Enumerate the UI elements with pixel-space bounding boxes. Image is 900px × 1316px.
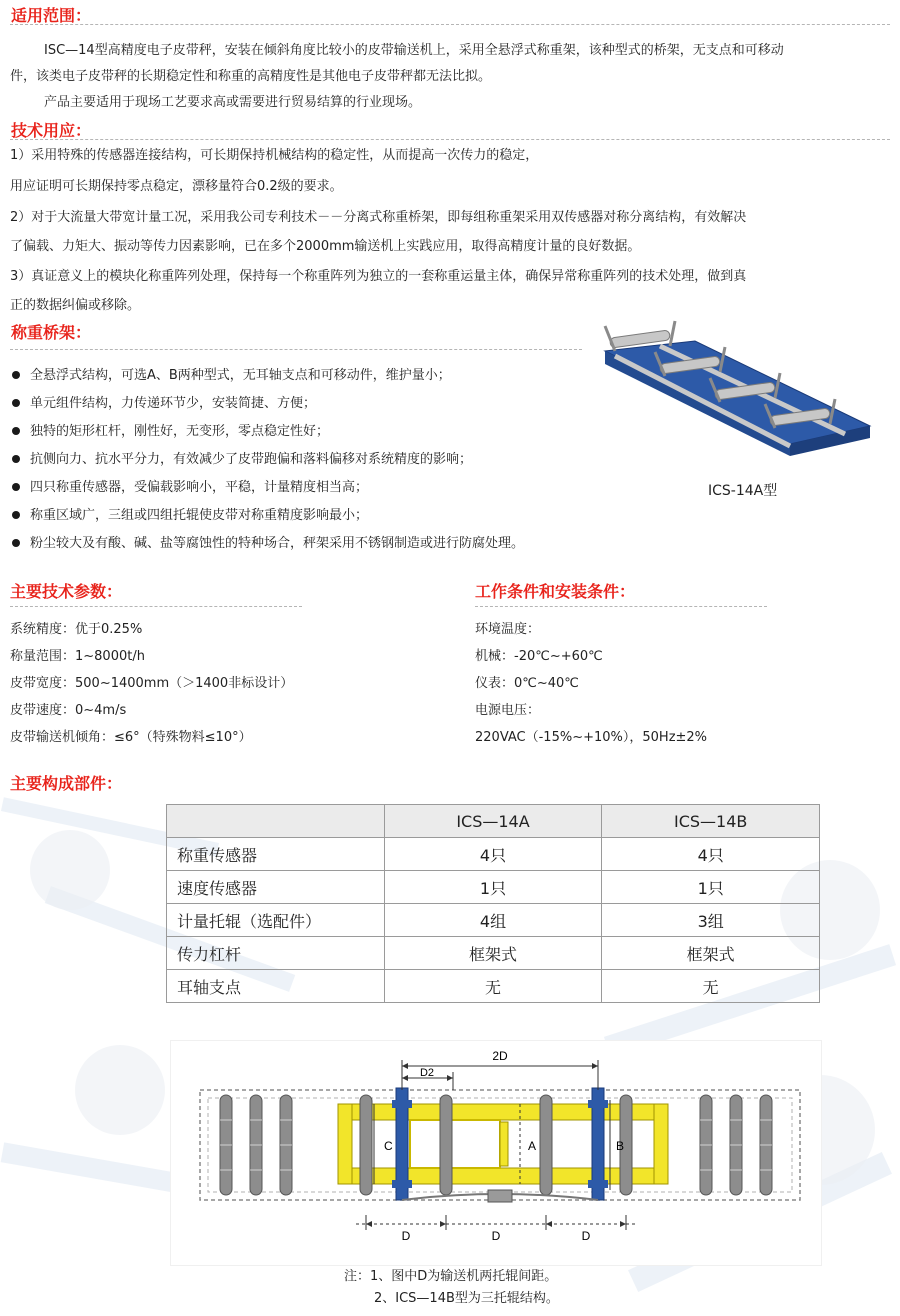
dimension-label-d: D — [401, 1229, 411, 1243]
table-cell: 称重传感器 — [167, 838, 385, 871]
tech-line-3: 2）对于大流量大带宽计量工况，采用我公司专利技术－－分离式称重桥架，即每组称重架采用双传感器对称分离结构，有效解决 — [10, 210, 747, 225]
table-cell: 速度传感器 — [167, 871, 385, 904]
illustration-caption: ICS-14A型 — [708, 483, 778, 499]
divider — [10, 139, 890, 140]
scope-paragraph — [10, 38, 900, 116]
divider — [475, 606, 767, 607]
list-item: 仪表：0℃~40℃ — [475, 676, 579, 691]
scope-line-3: 产品主要适用于现场工艺要求高或需要进行贸易结算的行业现场。 — [44, 95, 422, 110]
dimension-label-d: D — [581, 1229, 591, 1243]
list-item: 皮带输送机倾角：≤6°（特殊物料≤10°） — [10, 730, 252, 745]
table-cell: 4只 — [384, 838, 602, 871]
section-components-title: 主要构成部件： — [10, 774, 123, 793]
tech-line-6: 正的数据纠偏或移除。 — [10, 298, 141, 313]
table-cell: 无 — [602, 970, 820, 1003]
table-cell: 4只 — [602, 838, 820, 871]
scope-line-2: 件，该类电子皮带秤的长期稳定性和称重的高精度性是其他电子皮带秤都无法比拟。 — [10, 69, 492, 84]
table-row — [167, 871, 820, 904]
list-item: 系统精度：优于0.25% — [10, 622, 143, 637]
bullet-icon — [12, 511, 20, 519]
tech-line-5: 3）真证意义上的模块化称重阵列处理，保持每一个称重阵列为独立的一套称重运量主体，确保异常称重阵列的技术处理，做到真 — [10, 269, 747, 284]
section-scope-title: 适用范围： — [11, 6, 92, 25]
section-tech-title: 技术用应： — [11, 121, 92, 140]
dimension-label-a: A — [528, 1139, 537, 1153]
frame-feature-list — [12, 362, 524, 558]
table-row — [167, 970, 820, 1003]
diagram-note-2: 2、ICS—14B型为三托辊结构。 — [374, 1291, 559, 1306]
diagram-note-1: 注：1、图中D为输送机两托辊间距。 — [344, 1269, 558, 1284]
table-row — [167, 838, 820, 871]
list-item: 皮带速度：0~4m/s — [10, 703, 127, 718]
table-cell: 4组 — [384, 904, 602, 937]
section-params-title: 主要技术参数： — [10, 582, 123, 601]
tech-line-2: 用应证明可长期保持零点稳定，漂移量符合0.2级的要求。 — [10, 179, 343, 194]
params-list — [10, 616, 293, 751]
list-item: 独特的矩形杠杆，刚性好，无变形，零点稳定性好； — [12, 418, 524, 446]
weigh-frame-illustration — [590, 316, 890, 476]
list-item: 机械：-20℃~+60℃ — [475, 649, 603, 664]
table-header-cell: ICS—14A — [384, 805, 602, 838]
scope-line-1: ISC—14型高精度电子皮带秤，安装在倾斜角度比较小的皮带输送机上，采用全悬浮式称重架，该种型式的桥架，无支点和可移动 — [44, 43, 784, 58]
table-header-row — [167, 805, 820, 838]
table-cell: 无 — [384, 970, 602, 1003]
table-cell: 传力杠杆 — [167, 937, 385, 970]
divider — [10, 606, 302, 607]
divider — [10, 24, 890, 25]
bullet-icon — [12, 539, 20, 547]
table-row — [167, 904, 820, 937]
table-cell: 框架式 — [602, 937, 820, 970]
bullet-icon — [12, 371, 20, 379]
list-item: 称量范围：1~8000t/h — [10, 649, 145, 664]
list-item: 皮带宽度：500~1400mm（＞1400非标设计） — [10, 676, 294, 691]
layout-diagram — [170, 1040, 820, 1264]
section-conditions-title: 工作条件和安装条件： — [475, 582, 636, 601]
dimension-label-2d: 2D — [492, 1049, 508, 1063]
table-cell: 3组 — [602, 904, 820, 937]
list-item: 电源电压： — [475, 703, 541, 718]
bullet-icon — [12, 427, 20, 435]
list-item: 粉尘较大及有酸、碱、盐等腐蚀性的特种场合，秤架采用不锈钢制造或进行防腐处理。 — [12, 530, 524, 558]
list-item: 220VAC（-15%~+10%），50Hz±2% — [475, 730, 708, 745]
bullet-icon — [12, 455, 20, 463]
tech-line-4: 了偏载、力矩大、振动等传力因素影响，已在多个2000mm输送机上实践应用，取得高精度计量的良好数据。 — [10, 239, 641, 254]
table-cell: 耳轴支点 — [167, 970, 385, 1003]
list-item: 环境温度： — [475, 622, 541, 637]
table-header-cell — [167, 805, 385, 838]
bullet-icon — [12, 399, 20, 407]
list-item: 单元组件结构，力传递环节少，安装简捷、方便； — [12, 390, 524, 418]
list-item: 抗侧向力、抗水平分力，有效减少了皮带跑偏和落料偏移对系统精度的影响； — [12, 446, 524, 474]
tech-line-1: 1）采用特殊的传感器连接结构，可长期保持机械结构的稳定性，从而提高一次传力的稳定， — [10, 148, 539, 163]
conditions-list — [475, 616, 707, 751]
table-cell: 计量托辊（选配件） — [167, 904, 385, 937]
section-frame-title: 称重桥架： — [11, 323, 92, 342]
table-header-cell: ICS—14B — [602, 805, 820, 838]
list-item: 称重区域广，三组或四组托辊使皮带对称重精度影响最小； — [12, 502, 524, 530]
dimension-label-b: B — [616, 1139, 625, 1153]
dimension-label-c: C — [384, 1139, 393, 1153]
list-item: 四只称重传感器，受偏载影响小，平稳，计量精度相当高； — [12, 474, 524, 502]
divider — [10, 349, 582, 350]
table-cell: 1只 — [384, 871, 602, 904]
table-cell: 1只 — [602, 871, 820, 904]
table-row — [167, 937, 820, 970]
dimension-label-d: D — [491, 1229, 501, 1243]
table-cell: 框架式 — [384, 937, 602, 970]
list-item: 全悬浮式结构，可选A、B两种型式，无耳轴支点和可移动件，维护量小； — [12, 362, 524, 390]
bullet-icon — [12, 483, 20, 491]
dimension-label-d2: D2 — [419, 1067, 435, 1079]
components-table — [166, 804, 820, 1003]
